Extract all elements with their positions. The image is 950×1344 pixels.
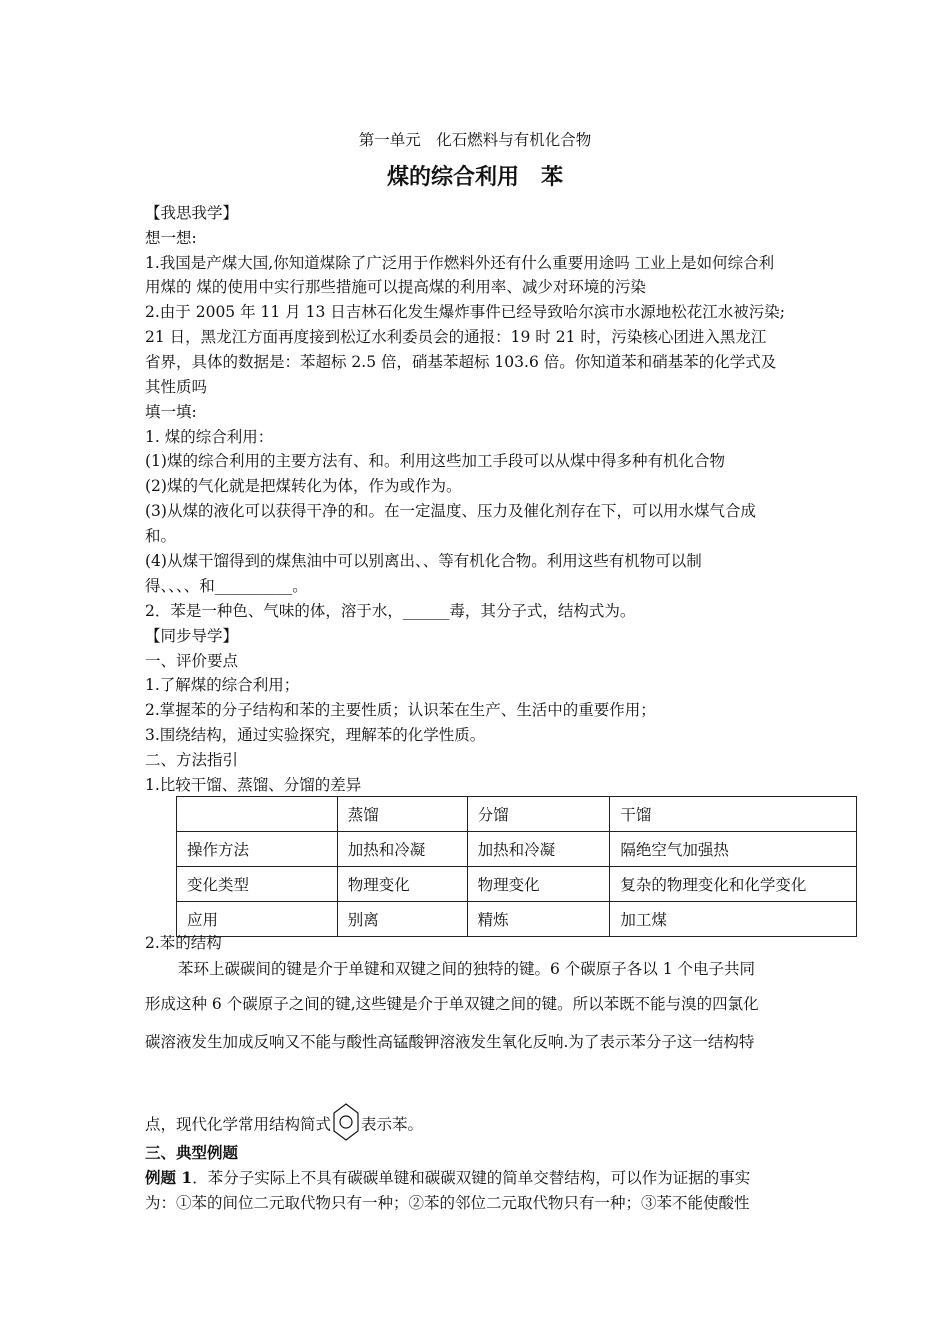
fill-item-1-2: (2)煤的气化就是把煤转化为体，作为或作为。 <box>145 477 462 495</box>
paragraph-line-4-text-a: 点，现代化学常用结构简式 <box>145 1115 332 1134</box>
table-cell: 精炼 <box>467 902 610 937</box>
table-header-cell: 分馏 <box>467 797 610 832</box>
fill-item-1-1: (1)煤的综合利用的主要方法有、和。利用这些加工手段可以从煤中得多种有机化合物 <box>145 452 725 470</box>
comparison-table <box>176 796 857 937</box>
fill-item-2: 2．苯是一种色、气味的体，溶于水，______毒，其分子式，结构式为。 <box>145 602 636 620</box>
example-1-line-2: 为：①苯的间位二元取代物只有一种；②苯的邻位二元取代物只有一种；③苯不能使酸性 <box>145 1194 750 1212</box>
question-2-line-3: 省界，具体的数据是：苯超标 2.5 倍，硝基苯超标 103.6 倍。你知道苯和硝基苯的化学式及 <box>145 353 777 371</box>
table-row <box>177 867 857 902</box>
question-2-line-2: 21 日，黑龙江方面再度接到松辽水利委员会的通报：19 时 21 时，污染核心团进入黑龙江 <box>145 328 767 346</box>
table-header-row <box>177 797 857 832</box>
paragraph-line-4 <box>145 1102 423 1149</box>
section-heading-think: 【我思我学】 <box>145 204 239 222</box>
table-cell: 加热和冷凝 <box>337 832 467 867</box>
method-item-1: 1.比较干馏、蒸馏、分馏的差异 <box>145 776 362 794</box>
benzene-ring-icon <box>332 1102 360 1149</box>
fill-item-1-3-line-2: 和。 <box>145 527 177 545</box>
eval-point-3: 3.围绕结构，通过实验探究，理解苯的化学性质。 <box>145 726 486 744</box>
section-heading-examples: 三、典型例题 <box>145 1143 239 1162</box>
fill-item-1-4-line-2: 得、、、、和__________。 <box>145 577 308 595</box>
unit-heading: 第一单元 化石燃料与有机化合物 <box>358 131 592 149</box>
fill-item-1-3-line-1: (3)从煤的液化可以获得干净的和。在一定温度、压力及催化剂存在下，可以用水煤气合成 <box>145 502 756 520</box>
table-row <box>177 902 857 937</box>
paragraph-line-4-text-b: 表示苯。 <box>361 1115 424 1134</box>
table-header-cell <box>177 797 338 832</box>
table-cell: 操作方法 <box>177 832 338 867</box>
example-1-line-1 <box>145 1168 750 1188</box>
table-cell: 物理变化 <box>337 867 467 902</box>
paragraph-line-1: 苯环上碳碳间的键是介于单键和双键之间的独特的键。6 个碳原子各以 1 个电子共同 <box>178 960 756 978</box>
fill-item-1-4-line-1: (4)从煤干馏得到的煤焦油中可以别离出、、等有机化合物。利用这些有机物可以制 <box>145 552 702 570</box>
question-2-line-4: 其性质吗 <box>145 378 208 396</box>
question-2-line-1: 2.由于 2005 年 11 月 13 日吉林石化发生爆炸事件已经导致哈尔滨市水源地松花江水被污染; <box>145 303 785 321</box>
example-1-text: ．苯分子实际上不具有碳碳单键和碳碳双键的简单交替结构，可以作为证据的事实 <box>192 1169 751 1187</box>
section-heading-guide: 【同步导学】 <box>145 627 239 645</box>
table-cell: 加热和冷凝 <box>467 832 610 867</box>
paragraph-line-3: 碳溶液发生加成反响又不能与酸性高锰酸钾溶液发生氧化反响.为了表示苯分子这一结构特 <box>145 1033 755 1051</box>
table-row <box>177 832 857 867</box>
think-label: 想一想: <box>145 229 197 247</box>
eval-point-2: 2.掌握苯的分子结构和苯的主要性质；认识苯在生产、生活中的重要作用； <box>145 701 656 719</box>
paragraph-line-2: 形成这种 6 个碳原子之间的键,这些键是介于单双键之间的键。所以苯既不能与溴的四氯化 <box>145 995 759 1013</box>
question-1-line-1: 1.我国是产煤大国,你知道煤除了广泛用于作燃料外还有什么重要用途吗 工业上是如何综合利 <box>145 254 775 272</box>
table-cell: 物理变化 <box>467 867 610 902</box>
table-cell: 复杂的物理变化和化学变化 <box>610 867 857 902</box>
table-cell: 应用 <box>177 902 338 937</box>
eval-heading: 一、评价要点 <box>145 652 239 670</box>
table-cell: 加工煤 <box>610 902 857 937</box>
fill-label: 填一填: <box>145 403 197 421</box>
table-header-cell: 干馏 <box>610 797 857 832</box>
question-1-line-2: 用煤的 煤的使用中实行那些措施可以提高煤的利用率、减少对环境的污染 <box>145 278 646 296</box>
example-1-label: 例题 1 <box>145 1168 193 1187</box>
method-heading: 二、方法指引 <box>145 751 239 769</box>
fill-item-1: 1. 煤的综合利用： <box>145 428 274 446</box>
method-item-2: 2.苯的结构 <box>145 934 222 952</box>
eval-point-1: 1.了解煤的综合利用； <box>145 676 300 694</box>
table-header-cell: 蒸馏 <box>337 797 467 832</box>
table-cell: 隔绝空气加强热 <box>610 832 857 867</box>
page-title: 煤的综合利用 苯 <box>386 165 563 190</box>
table-cell: 别离 <box>337 902 467 937</box>
table-cell: 变化类型 <box>177 867 338 902</box>
